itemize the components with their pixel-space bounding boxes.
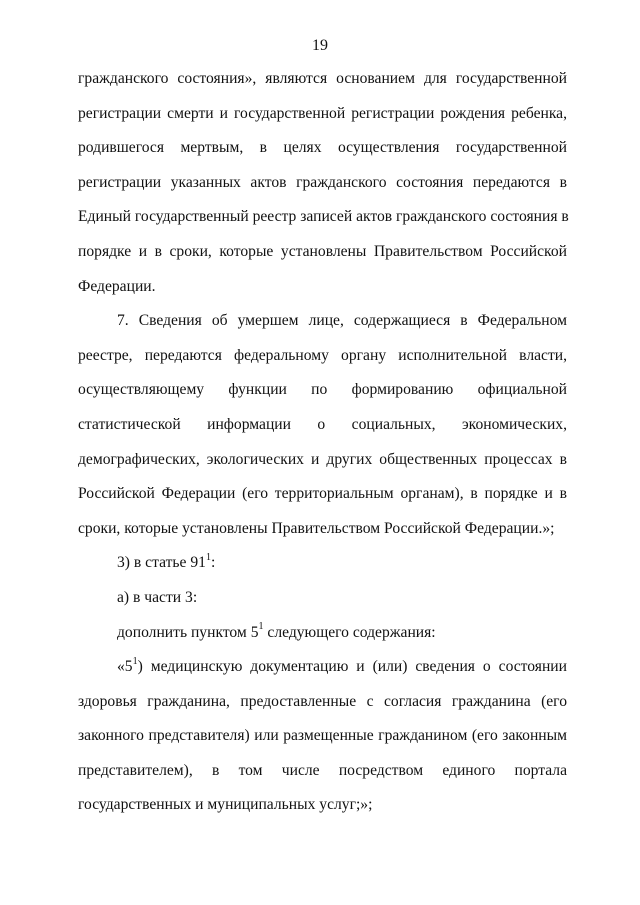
text-line: реестре, передаются федеральному органу исполнительной власти, [78,346,567,364]
text-line: родившегося мертвым, в целях осуществления государственной [78,139,567,157]
text-line [78,656,567,691]
text-line: Российской Федерации (его территориальным органам), в порядке и в [78,485,567,503]
text-line: порядке и в сроки, которые установлены Правительством Российской [78,242,567,260]
text-line: осуществляющему функции по формированию официальной [78,381,567,399]
quote-prefix: «5 [117,658,133,676]
text-line: 7. Сведения об умершем лице, содержащиеся в Федеральном [117,312,567,330]
item-a: а) в части 3: [117,588,198,606]
item-3-text: 3) в статье 91 [117,554,206,572]
supplement-line [78,622,567,657]
text-line: государственных и муниципальных услуг;»; [78,796,373,814]
supplement-after: следующего содержания: [263,623,436,641]
text-line: Единый государственный реестр записей актов гражданского состояния в [78,208,569,226]
text-line: представителем), в том числе посредством единого портала [78,761,567,779]
supplement-text: дополнить пунктом 5 [117,623,259,641]
text-line: демографических, экологических и других общественных процессах в [78,450,567,468]
text-line: статистической информации о социальных, экономических, [78,415,567,433]
paragraph-1 [78,68,567,310]
text-line: регистрации смерти и государственной регистрации рождения ребенка, [78,104,567,122]
paragraph-3 [78,656,567,829]
item-3-after: : [210,554,216,572]
document-body [78,68,567,829]
quote-rest: ) медицинскую документацию и (или) сведения о состоянии [137,658,567,676]
superscript: 1 [132,655,138,667]
superscript: 1 [205,552,211,564]
superscript: 1 [258,621,264,633]
item-3 [78,552,567,587]
paragraph-2 [78,310,567,552]
text-line: Федерации. [78,277,156,295]
text-line: регистрации указанных актов гражданского состояния передаются в [78,173,567,191]
text-line: законного представителя) или размещенные гражданином (его законным [78,727,567,745]
page-number: 19 [312,37,328,54]
text-line: здоровья гражданина, предоставленные с согласия гражданина (его [78,692,567,710]
text-line: гражданского состояния», являются основанием для государственной [78,70,567,87]
text-line: сроки, которые установлены Правительством Российской Федерации.»; [78,519,555,537]
